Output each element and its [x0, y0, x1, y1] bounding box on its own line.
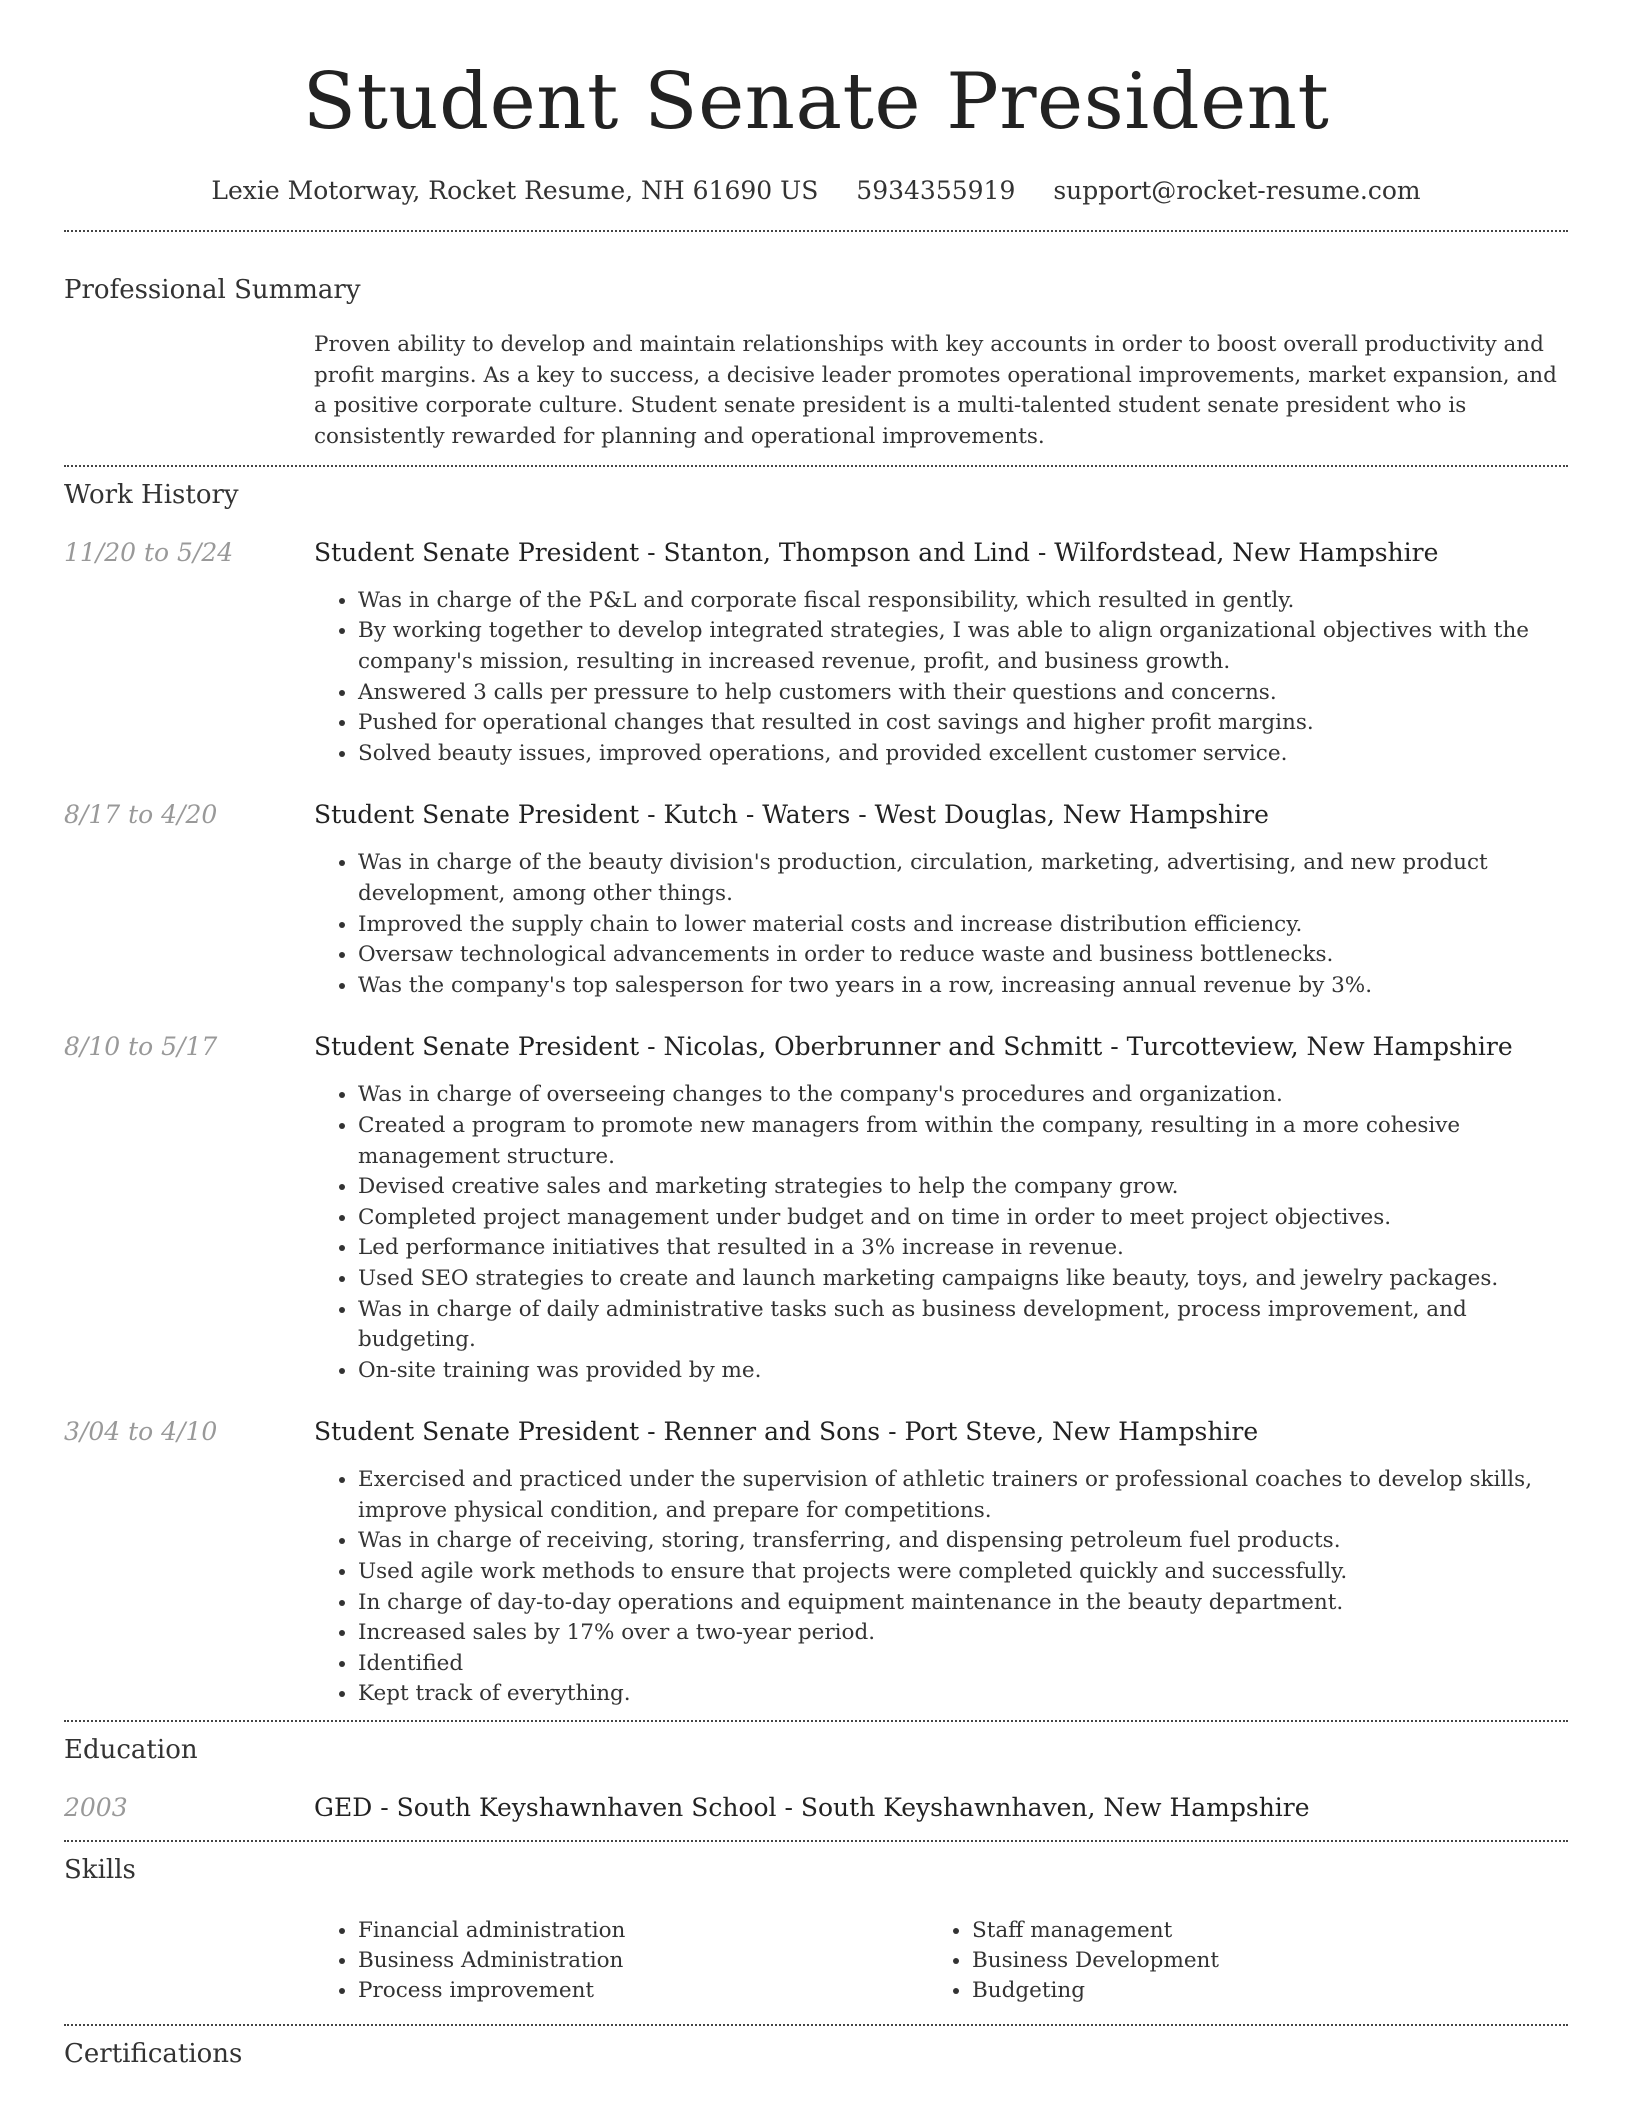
certifications-heading: Certifications	[64, 2039, 243, 2070]
certifications-section	[64, 2036, 1568, 2072]
education-title: GED - South Keyshawnhaven School - South Keyshawnhaven, New Hampshire	[314, 1793, 1310, 1823]
skills-list-right	[928, 1916, 1542, 2006]
job-bullet: • Used agile work methods to ensure that projects were completed quickly and successfully.	[358, 1557, 1568, 1588]
job-bullet: • Increased sales by 17% over a two-year period.	[358, 1618, 1568, 1649]
job-bullet: • Pushed for operational changes that resulted in cost savings and higher profit margins.	[358, 708, 1568, 739]
work-section	[64, 477, 1568, 1710]
education-section	[64, 1732, 1568, 1826]
job-entry	[64, 797, 1568, 1001]
job-title: Student Senate President - Renner and Sons - Port Steve, New Hampshire	[314, 1417, 1259, 1447]
section-divider	[64, 1720, 1568, 1722]
job-date: 8/17 to 4/20	[64, 800, 218, 830]
job-bullet: • Solved beauty issues, improved operations, and provided excellent customer service.	[358, 739, 1568, 770]
contact-address: Lexie Motorway, Rocket Resume, NH 61690 US	[211, 176, 819, 205]
skill-item: • Financial administration	[358, 1916, 928, 1946]
contact-email: support@rocket-resume.com	[1053, 176, 1421, 205]
skills-list-left	[314, 1916, 928, 2006]
contact-line	[64, 174, 1568, 208]
summary-heading: Professional Summary	[64, 275, 361, 305]
education-entry	[64, 1790, 1568, 1826]
section-divider	[64, 465, 1568, 467]
job-bullet: • Improved the supply chain to lower material costs and increase distribution efficiency.	[358, 910, 1568, 941]
section-divider	[64, 1840, 1568, 1842]
work-heading: Work History	[64, 479, 239, 510]
job-bullet: • Was in charge of daily administrative tasks such as business development, process improvement, and budgeting.	[358, 1295, 1568, 1356]
job-bullet: • Exercised and practiced under the supervision of athletic trainers or professional coaches to develop skills, improve physical condition, and prepare for competitions.	[358, 1465, 1568, 1526]
contact-phone: 5934355919	[856, 176, 1016, 205]
skills-heading: Skills	[64, 1855, 136, 1886]
skill-item: • Process improvement	[358, 1976, 928, 2006]
job-bullet: • Was in charge of overseeing changes to the company's procedures and organization.	[358, 1080, 1568, 1111]
education-date: 2003	[64, 1793, 128, 1823]
summary-section	[64, 272, 1568, 453]
job-entry	[64, 1029, 1568, 1386]
education-heading: Education	[64, 1735, 198, 1766]
skill-item: • Business Development	[972, 1946, 1542, 1976]
skill-item: • Business Administration	[358, 1946, 928, 1976]
job-bullet: • Kept track of everything.	[358, 1679, 1568, 1710]
job-bullet: • Was in charge of receiving, storing, transferring, and dispensing petroleum fuel products.	[358, 1526, 1568, 1557]
section-divider	[64, 2024, 1568, 2026]
skill-item: • Staff management	[972, 1916, 1542, 1946]
skill-item: • Budgeting	[972, 1976, 1542, 2006]
job-title: Student Senate President - Stanton, Thompson and Lind - Wilfordstead, New Hampshire	[314, 537, 1439, 567]
skills-section	[64, 1852, 1568, 2006]
job-bullet: • Answered 3 calls per pressure to help customers with their questions and concerns.	[358, 678, 1568, 709]
job-date: 8/10 to 5/17	[64, 1032, 218, 1062]
resume-page	[64, 0, 1568, 2072]
job-bullet: • Was in charge of the P&L and corporate fiscal responsibility, which resulted in gently.	[358, 586, 1568, 617]
job-bullets	[314, 848, 1568, 1001]
job-bullet: • Used SEO strategies to create and launch marketing campaigns like beauty, toys, and jewelry packages.	[358, 1264, 1568, 1295]
job-entry	[64, 1414, 1568, 1710]
job-bullet: • Oversaw technological advancements in order to reduce waste and business bottlenecks.	[358, 940, 1568, 971]
job-bullet: • On-site training was provided by me.	[358, 1356, 1568, 1387]
job-bullet: • Identified	[358, 1649, 1568, 1680]
job-bullet: • Was the company's top salesperson for two years in a row, increasing annual revenue by 3%.	[358, 971, 1568, 1002]
section-divider	[64, 230, 1568, 232]
job-title: Student Senate President - Kutch - Waters - West Douglas, New Hampshire	[314, 800, 1269, 830]
job-bullet: • Completed project management under budget and on time in order to meet project objectives.	[358, 1203, 1568, 1234]
resume-title: Student Senate President	[302, 57, 1330, 147]
skills-columns	[314, 1916, 1568, 2006]
job-bullets	[314, 1465, 1568, 1710]
job-date: 3/04 to 4/10	[64, 1417, 218, 1447]
job-bullet: • Created a program to promote new managers from within the company, resulting in a more cohesive management structure.	[358, 1111, 1568, 1172]
job-bullets	[314, 586, 1568, 770]
job-bullet: • By working together to develop integrated strategies, I was able to align organizational objectives with the company's mission, resulting in increased revenue, profit, and business growth.	[358, 616, 1568, 677]
job-entry	[64, 535, 1568, 770]
job-bullet: • In charge of day-to-day operations and equipment maintenance in the beauty department.	[358, 1588, 1568, 1619]
job-bullet: • Led performance initiatives that resulted in a 3% increase in revenue.	[358, 1233, 1568, 1264]
job-date: 11/20 to 5/24	[64, 537, 234, 567]
job-title: Student Senate President - Nicolas, Oberbrunner and Schmitt - Turcotteview, New Hampshire	[314, 1032, 1513, 1062]
summary-text: Proven ability to develop and maintain relationships with key accounts in order to boost overall productivity and profit margins. As a key to success, a decisive leader promotes operational improvements, market expansion, and a positive corporate culture. Student senate president is a multi-talented student senate president who is consistently rewarded for planning and operational improvements.	[314, 332, 1557, 450]
job-bullet: • Devised creative sales and marketing strategies to help the company grow.	[358, 1172, 1568, 1203]
job-bullets	[314, 1080, 1568, 1386]
job-bullet: • Was in charge of the beauty division's production, circulation, marketing, advertising, and new product development, among other things.	[358, 848, 1568, 909]
